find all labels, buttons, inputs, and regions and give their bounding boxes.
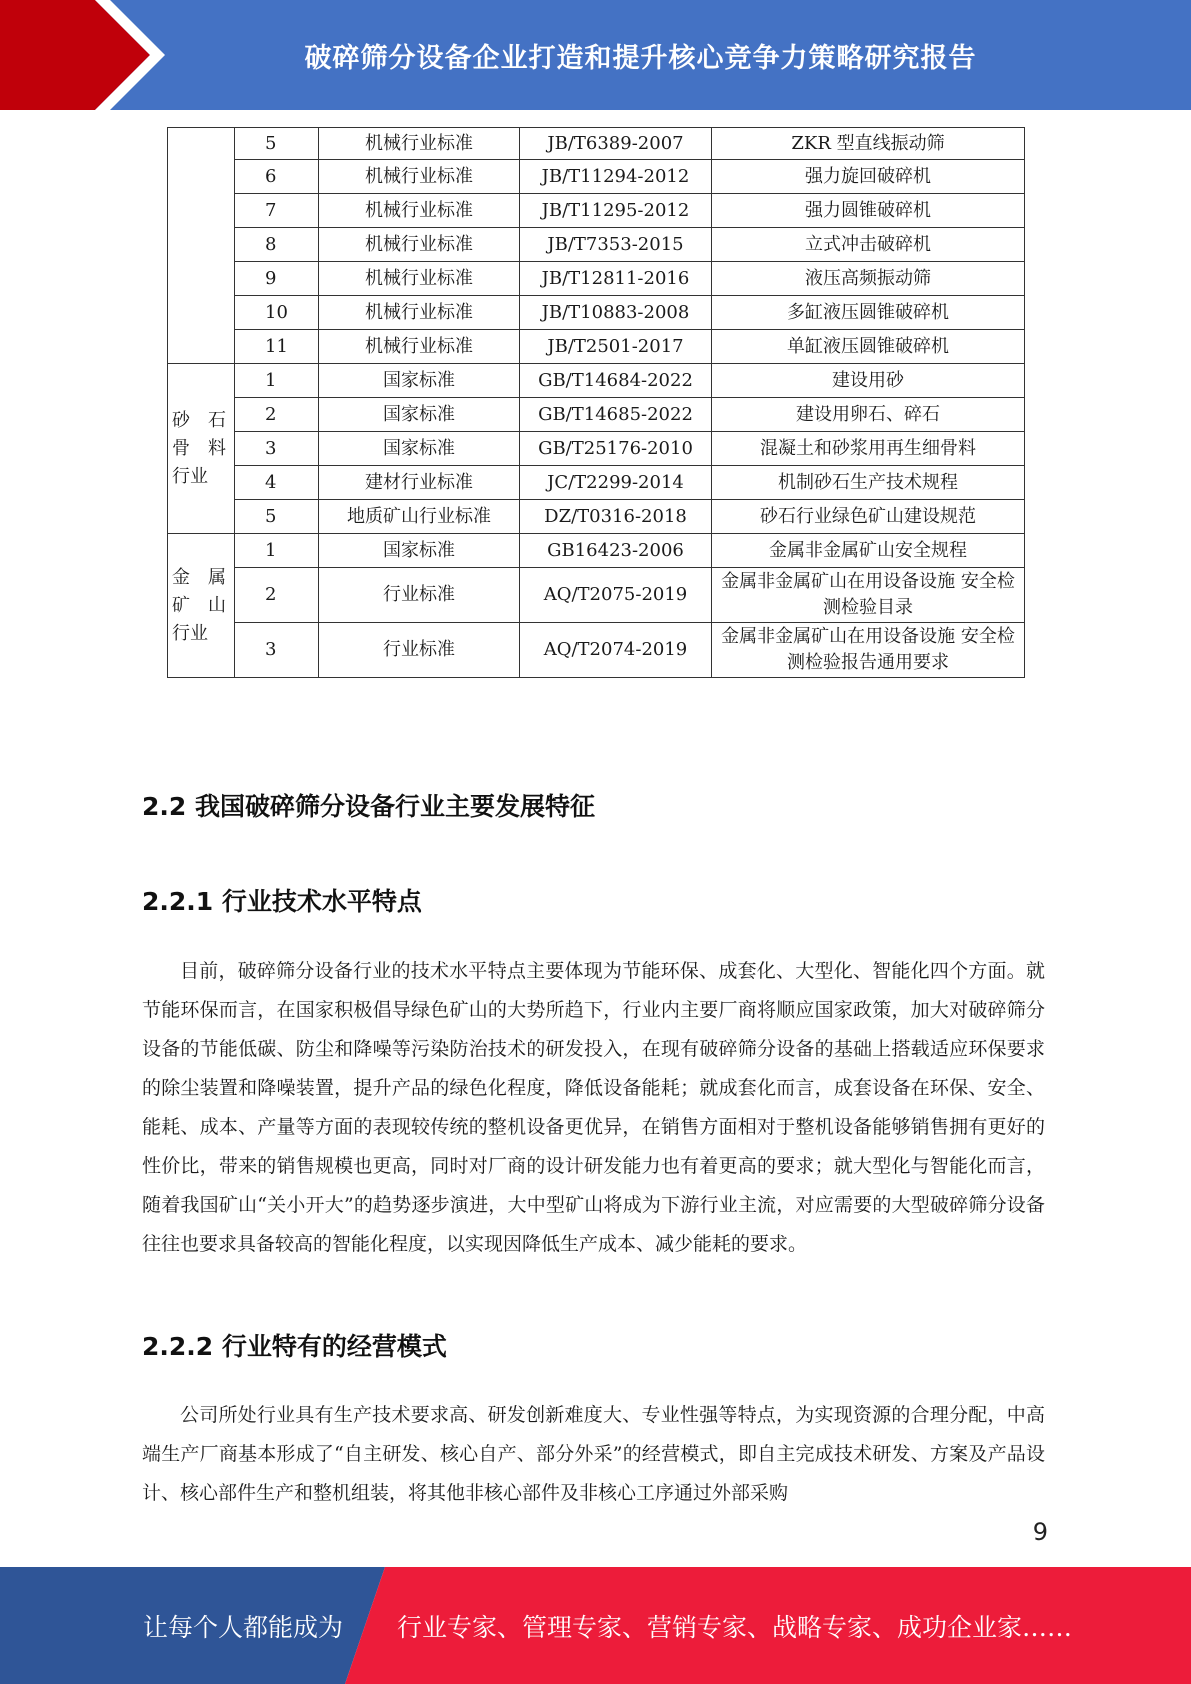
table-row: [168, 568, 1025, 623]
industry-label: 行业: [172, 622, 208, 644]
row-number: 9: [235, 262, 319, 296]
row-number: 1: [235, 534, 319, 568]
table-row: [168, 160, 1025, 194]
industry-cell: [168, 364, 235, 534]
row-number: 8: [235, 228, 319, 262]
standard-type: 机械行业标准: [319, 330, 520, 364]
report-title: 破碎筛分设备企业打造和提升核心竞争力策略研究报告: [304, 42, 977, 74]
table-row: [168, 228, 1025, 262]
standard-type: 机械行业标准: [319, 194, 520, 228]
table-row: [168, 262, 1025, 296]
standard-name: 混凝土和砂浆用再生细骨料: [712, 432, 1025, 466]
industry-label: 行业: [172, 465, 208, 487]
page-number: 9: [1032, 1518, 1048, 1546]
page-header: [0, 0, 1191, 110]
table-row: [168, 194, 1025, 228]
standard-type: 地质矿山行业标准: [319, 500, 520, 534]
standard-code: JB/T6389-2007: [520, 128, 712, 160]
row-number: 3: [235, 432, 319, 466]
standard-name: 液压高频振动筛: [712, 262, 1025, 296]
standard-code: GB/T25176-2010: [520, 432, 712, 466]
row-number: 10: [235, 296, 319, 330]
standard-name: 建设用卵石、碎石: [712, 398, 1025, 432]
standard-name: 立式冲击破碎机: [712, 228, 1025, 262]
standard-type: 机械行业标准: [319, 228, 520, 262]
standard-type: 国家标准: [319, 364, 520, 398]
standard-name: 强力旋回破碎机: [712, 160, 1025, 194]
industry-label: 砂 石: [172, 409, 226, 431]
industry-label: 矿 山: [172, 594, 226, 616]
standard-type: 国家标准: [319, 534, 520, 568]
row-number: 2: [235, 568, 319, 623]
standard-name: 建设用砂: [712, 364, 1025, 398]
page-footer: [0, 1567, 1191, 1684]
standard-name: 机制砂石生产技术规程: [712, 466, 1025, 500]
standard-type: 机械行业标准: [319, 262, 520, 296]
industry-label: 骨 料: [172, 437, 226, 459]
subsection-heading-business: 2.2.2 行业特有的经营模式: [142, 1332, 447, 1361]
standard-code: AQ/T2074-2019: [520, 623, 712, 678]
section-heading: 2.2 我国破碎筛分设备行业主要发展特征: [142, 792, 595, 821]
standard-code: JC/T2299-2014: [520, 466, 712, 500]
industry-label: 金 属: [172, 566, 226, 588]
standard-code: GB/T14684-2022: [520, 364, 712, 398]
standard-name: 砂石行业绿色矿山建设规范: [712, 500, 1025, 534]
table-row: [168, 364, 1025, 398]
standard-type: 行业标准: [319, 568, 520, 623]
paragraph-business-model: 公司所处行业具有生产技术要求高、研发创新难度大、专业性强等特点，为实现资源的合理分配，中高端生产厂商基本形成了“自主研发、核心自产、部分外采”的经营模式，即自主完成技术研发、方案及产品设计、核心部件生产和整机组装，将其他非核心部件及非核心工序通过外部采购: [142, 1404, 1045, 1504]
standard-code: JB/T2501-2017: [520, 330, 712, 364]
standard-name: 强力圆锥破碎机: [712, 194, 1025, 228]
standard-type: 行业标准: [319, 623, 520, 678]
standard-code: AQ/T2075-2019: [520, 568, 712, 623]
row-number: 5: [235, 500, 319, 534]
standard-code: GB/T14685-2022: [520, 398, 712, 432]
standard-name: 单缸液压圆锥破碎机: [712, 330, 1025, 364]
standard-type: 国家标准: [319, 432, 520, 466]
table-row: [168, 534, 1025, 568]
standard-type: 国家标准: [319, 398, 520, 432]
row-number: 4: [235, 466, 319, 500]
standard-name: ZKR 型直线振动筛: [712, 128, 1025, 160]
standard-name: 金属非金属矿山在用设备设施 安全检测检验目录: [712, 568, 1025, 623]
standards-table: [167, 127, 1025, 678]
standard-code: JB/T12811-2016: [520, 262, 712, 296]
standard-name: 金属非金属矿山在用设备设施 安全检测检验报告通用要求: [712, 623, 1025, 678]
industry-cell: [168, 534, 235, 678]
standard-code: JB/T11294-2012: [520, 160, 712, 194]
standard-code: JB/T10883-2008: [520, 296, 712, 330]
table-row: [168, 432, 1025, 466]
standard-type: 机械行业标准: [319, 160, 520, 194]
table-row: [168, 398, 1025, 432]
table-row: [168, 466, 1025, 500]
standard-code: GB16423-2006: [520, 534, 712, 568]
row-number: 11: [235, 330, 319, 364]
industry-cell: [168, 128, 235, 364]
standard-type: 机械行业标准: [319, 128, 520, 160]
table-row: [168, 296, 1025, 330]
row-number: 5: [235, 128, 319, 160]
subsection-heading-tech: 2.2.1 行业技术水平特点: [142, 887, 422, 916]
table-row: [168, 128, 1025, 160]
standard-type: 机械行业标准: [319, 296, 520, 330]
standard-name: 多缸液压圆锥破碎机: [712, 296, 1025, 330]
row-number: 6: [235, 160, 319, 194]
footer-slogan-left: 让每个人都能成为: [143, 1612, 344, 1642]
footer-slogan-right: 行业专家、管理专家、营销专家、战略专家、成功企业家……: [397, 1612, 1073, 1642]
standard-type: 建材行业标准: [319, 466, 520, 500]
row-number: 1: [235, 364, 319, 398]
table-row: [168, 623, 1025, 678]
row-number: 7: [235, 194, 319, 228]
standard-code: DZ/T0316-2018: [520, 500, 712, 534]
standard-code: JB/T7353-2015: [520, 228, 712, 262]
table-row: [168, 500, 1025, 534]
row-number: 3: [235, 623, 319, 678]
standard-name: 金属非金属矿山安全规程: [712, 534, 1025, 568]
standard-code: JB/T11295-2012: [520, 194, 712, 228]
paragraph-tech-level: 目前，破碎筛分设备行业的技术水平特点主要体现为节能环保、成套化、大型化、智能化四个方面。就节能环保而言，在国家积极倡导绿色矿山的大势所趋下，行业内主要厂商将顺应国家政策，加大对破碎筛分设备的节能低碳、防尘和降噪等污染防治技术的研发投入，在现有破碎筛分设备的基础上搭载适应环保要求的除尘装置和降噪装置，提升产品的绿色化程度，降低设备能耗；就成套化而言，成套设备在环保、安全、能耗、成本、产量等方面的表现较传统的整机设备更优异，在销售方面相对于整机设备能够销售拥有更好的性价比，带来的销售规模也更高，同时对厂商的设计研发能力也有着更高的要求；就大型化与智能化而言，随着我国矿山“关小开大”的趋势逐步演进，大中型矿山将成为下游行业主流，对应需要的大型破碎筛分设备往往也要求具备较高的智能化程度，以实现因降低生产成本、减少能耗的要求。: [142, 960, 1045, 1255]
row-number: 2: [235, 398, 319, 432]
table-row: [168, 330, 1025, 364]
